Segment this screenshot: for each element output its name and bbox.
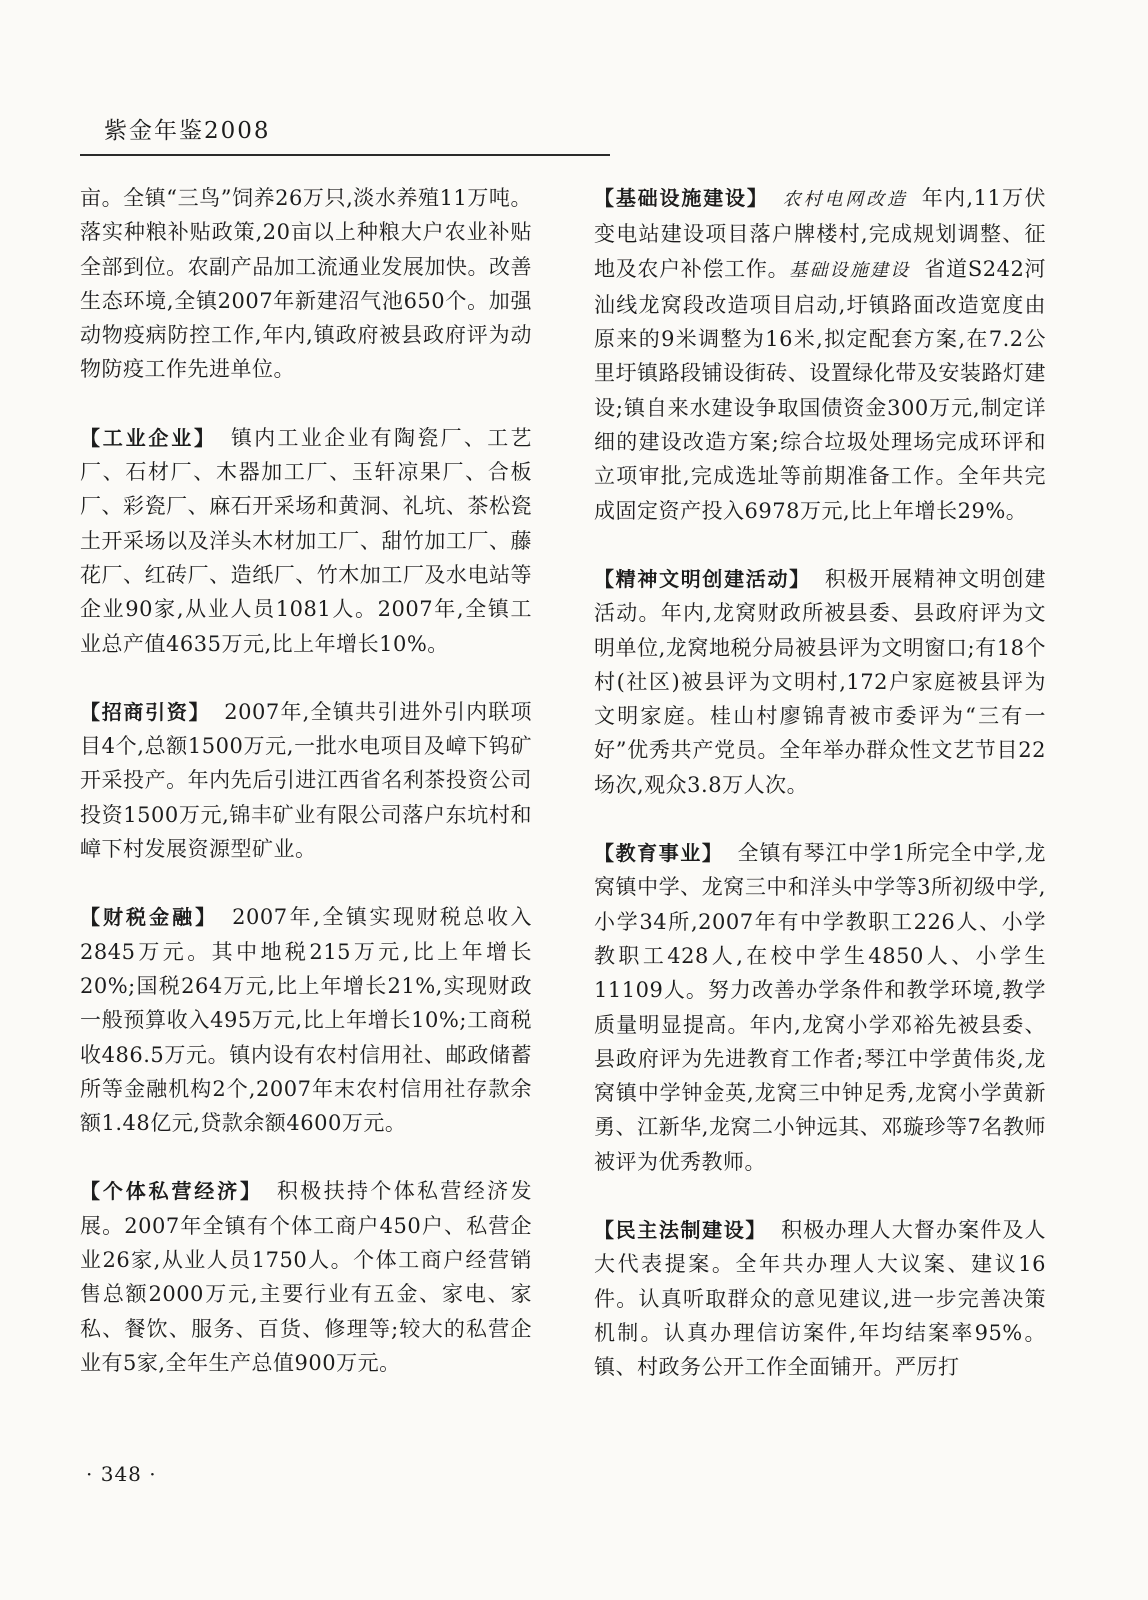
section-text: 镇内工业企业有陶瓷厂、工艺厂、石材厂、木器加工厂、玉轩凉果厂、合板厂、彩瓷厂、麻石开采场和黄洞、礼坑、茶松瓷土开采场以及洋头木材加工厂、甜竹加工厂、藤花厂、红砖厂、造纸厂、竹木加工厂及水电站等企业90家,从业人员1081人。2007年,全镇工业总产值4635万元,比上年增长10%。: [80, 425, 533, 656]
section-text: 年内,11万伏变电站建设项目落户牌楼村,完成规划调整、征地及农户补偿工作。: [594, 186, 1047, 281]
running-header-title: 紫金年鉴2008: [104, 118, 271, 144]
section-heading: 【个体私营经济】: [80, 1179, 263, 1204]
section-industry: [80, 421, 532, 661]
section-civilization: [594, 562, 1046, 802]
right-column: [594, 181, 1046, 1419]
section-investment: [80, 695, 532, 866]
page-number: · 348 ·: [86, 1462, 157, 1486]
section-heading: 【精神文明创建活动】: [594, 566, 811, 591]
section-text: 2007年,全镇共引进外引内联项目4个,总额1500万元,一批水电项目及嶂下钨矿开采投产。年内先后引进江西省名利茶投资公司投资1500万元,锦丰矿业有限公司落户东坑村和嶂下村发展资源型矿业。: [80, 699, 532, 862]
section-text: 省道S242河汕线龙窝段改造项目启动,圩镇路面改造宽度由原来的9米调整为16米,拟定配套方案,在7.2公里圩镇路段铺设街砖、设置绿化带及安装路灯建设;镇自来水建设争取国债资金300万元,制定详细的建设改造方案;综合垃圾处理场完成环评和立项审批,完成选址等前期准备工作。全年共完成固定资产投入6978万元,比上年增长29%。: [594, 256, 1047, 523]
section-text: 2007年,全镇实现财税总收入2845万元。其中地税215万元,比上年增长20%;国税264万元,比上年增长21%,实现财政一般预算收入495万元,比上年增长10%;工商税收486.5万元。镇内设有农村信用社、邮政储蓄所等金融机构2个,2007年末农村信用社存款余额1.48亿元,贷款余额4600万元。: [80, 905, 533, 1136]
section-democracy-law: [594, 1213, 1046, 1384]
section-heading: 【财税金融】: [80, 905, 219, 930]
section-infrastructure: [594, 181, 1046, 528]
continued-paragraph: 亩。全镇“三鸟”饲养26万只,淡水养殖11万吨。落实种粮补贴政策,20亩以上种粮大户农业补贴全部到位。农副产品加工流通业发展加快。改善生态环境,全镇2007年新建沼气池650个。加强动物疫病防控工作,年内,镇政府被县政府评为动物防疫工作先进单位。: [80, 186, 532, 382]
header-rule: [80, 154, 610, 156]
section-education: [594, 836, 1046, 1179]
section-heading: 【民主法制建设】: [594, 1218, 768, 1243]
section-private-economy: [80, 1174, 532, 1380]
section-heading: 【基础设施建设】: [594, 186, 769, 210]
section-text: 积极开展精神文明创建活动。年内,龙窝财政所被县委、县政府评为文明单位,龙窝地税分局被县评为文明窗口;有18个村(社区)被县评为文明村,172户家庭被县评为文明家庭。桂山村廖锦青被市委评为“三有一好”优秀共产党员。全年举办群众性文艺节目22场次,观众3.8万人次。: [594, 566, 1047, 797]
subsection-heading: 农村电网改造: [782, 189, 908, 210]
left-column: [80, 181, 532, 1414]
section-text: 积极扶持个体私营经济发展。2007年全镇有个体工商户450户、私营企业26家,从业人员1750人。个体工商户经营销售总额2000万元,主要行业有五金、家电、家私、餐饮、服务、百货、修理等;较大的私营企业有5家,全年生产总值900万元。: [80, 1179, 533, 1375]
section-finance: [80, 900, 532, 1140]
subsection-heading: 基础设施建设: [789, 259, 911, 281]
section-text: 积极办理人大督办案件及人大代表提案。全年共办理人大议案、建议16件。认真听取群众的意见建议,进一步完善决策机制。认真办理信访案件,年均结案率95%。镇、村政务公开工作全面铺开。严厉打: [594, 1218, 1047, 1380]
section-heading: 【教育事业】: [594, 841, 724, 866]
section-heading: 【工业企业】: [80, 425, 217, 450]
section-heading: 【招商引资】: [80, 699, 211, 724]
section-text: 全镇有琴江中学1所完全中学,龙窝镇中学、龙窝三中和洋头中学等3所初级中学,小学34所,2007年有中学教职工226人、小学教职工428人,在校中学生4850人、小学生11109人。努力改善办学条件和教学环境,教学质量明显提高。年内,龙窝小学邓裕先被县委、县政府评为先进教育工作者;琴江中学黄伟炎,龙窝镇中学钟金英,龙窝三中钟足秀,龙窝小学黄新勇、江新华,龙窝二小钟远其、邓璇珍等7名教师被评为优秀教师。: [594, 841, 1046, 1174]
